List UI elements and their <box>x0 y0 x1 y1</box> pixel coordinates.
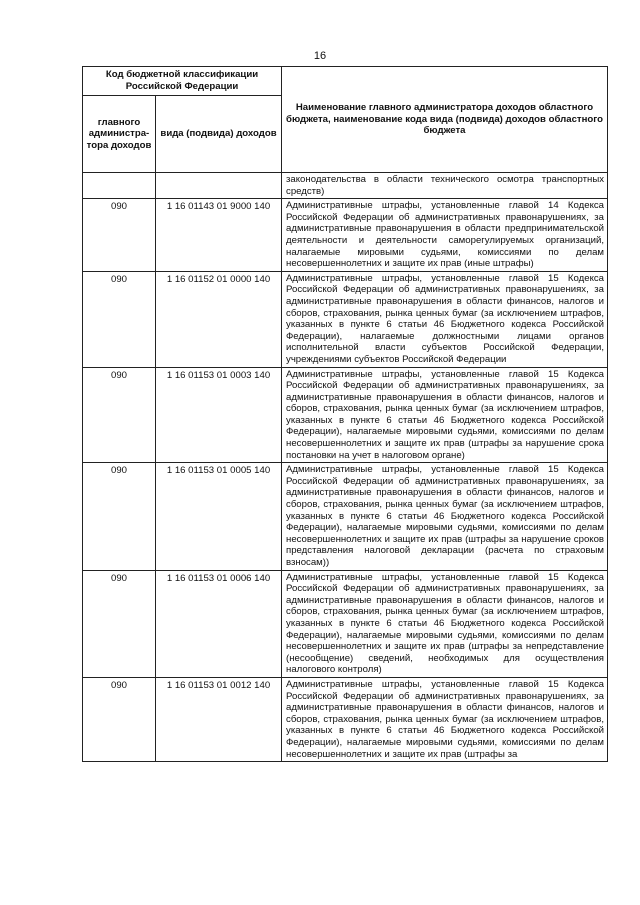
income-code-cell: 1 16 01153 01 0003 140 <box>156 367 282 463</box>
income-name-cell: Административные штрафы, установленные главой 15 Кодекса Российской Федерации об административных правонарушениях, за административные правонарушения в области финансов, налогов и сборов, страхования, рынка ценных бумаг (за исключением штрафов, указанных в пункте 6 статьи 46 Бюджетного кодекса Российской Федерации), налагаемые мировыми судьями, комиссиями по делам несовершеннолетних и защите их прав (штрафы за нарушение срока постановки на учет в налоговом органе) <box>282 367 608 463</box>
table-row <box>83 570 608 677</box>
empty-cell <box>83 173 156 199</box>
income-name-cell: Административные штрафы, установленные главой 15 Кодекса Российской Федерации об административных правонарушениях, за административные правонарушения в области финансов, налогов и сборов, страхования, рынка ценных бумаг (за исключением штрафов, указанных в пункте 6 статьи 46 Бюджетного кодекса Российской Федерации), налагаемые мировыми судьями, комиссиями по делам несовершеннолетних и защите их прав (штрафы за нарушение сроков представления налоговой декларации (расчета по страховым взносам)) <box>282 463 608 570</box>
header-admin-column: главного администра-тора доходов <box>83 96 156 173</box>
continuation-text: законодательства в области технического осмотра транспортных средств) <box>282 173 608 199</box>
header-group-title: Код бюджетной классификации Российской Федерации <box>83 67 282 96</box>
table-header <box>83 67 608 173</box>
income-code-cell: 1 16 01152 01 0000 140 <box>156 271 282 367</box>
income-code-cell: 1 16 01153 01 0005 140 <box>156 463 282 570</box>
header-type-column: вида (подвида) доходов <box>156 96 282 173</box>
income-code-cell: 1 16 01143 01 9000 140 <box>156 199 282 272</box>
admin-code-cell: 090 <box>83 570 156 677</box>
table-row <box>83 271 608 367</box>
table-row <box>83 463 608 570</box>
admin-code-cell: 090 <box>83 463 156 570</box>
income-code-cell: 1 16 01153 01 0006 140 <box>156 570 282 677</box>
income-name-cell: Административные штрафы, установленные главой 15 Кодекса Российской Федерации об административных правонарушениях, за административные правонарушения в области финансов, налогов и сборов, страхования, рынка ценных бумаг (за исключением штрафов, указанных в пункте 6 статьи 46 Бюджетного кодекса Российской Федерации), налагаемые мировыми судьями, комиссиями по делам несовершеннолетних и защите их прав (штрафы за непредставление (несообщение) сведений, необходимых для осуществления налогового контроля) <box>282 570 608 677</box>
page-number: 16 <box>313 50 327 62</box>
admin-code-cell: 090 <box>83 199 156 272</box>
table-row <box>83 677 608 761</box>
continuation-row <box>83 173 608 199</box>
admin-code-cell: 090 <box>83 677 156 761</box>
admin-code-cell: 090 <box>83 367 156 463</box>
income-name-cell: Административные штрафы, установленные главой 15 Кодекса Российской Федерации об административных правонарушениях, за административные правонарушения в области финансов, налогов и сборов, страхования, рынка ценных бумаг (за исключением штрафов, указанных в пункте 6 статьи 46 Бюджетного кодекса Российской Федерации), налагаемые должностными лицами органов исполнительной власти субъектов Российской Федерации, учреждениями субъектов Российской Федерации <box>282 271 608 367</box>
admin-code-cell: 090 <box>83 271 156 367</box>
budget-classification-table <box>82 66 608 762</box>
income-name-cell: Административные штрафы, установленные главой 15 Кодекса Российской Федерации об административных правонарушениях, за административные правонарушения в области финансов, налогов и сборов, страхования, рынка ценных бумаг (за исключением штрафов, указанных в пункте 6 статьи 46 Бюджетного кодекса Российской Федерации), налагаемые мировыми судьями, комиссиями по делам несовершеннолетних и защите их прав (штрафы за <box>282 677 608 761</box>
empty-cell <box>156 173 282 199</box>
header-name-column: Наименование главного администратора доходов областного бюджета, наименование кода вида (подвида) доходов областного бюджета <box>282 67 608 173</box>
income-code-cell: 1 16 01153 01 0012 140 <box>156 677 282 761</box>
table-row <box>83 367 608 463</box>
income-name-cell: Административные штрафы, установленные главой 14 Кодекса Российской Федерации об административных правонарушениях, за административные правонарушения в области предпринимательской деятельности и деятельности саморегулируемых организаций, налагаемые мировыми судьями, комиссиями по делам несовершеннолетних и защите их прав (иные штрафы) <box>282 199 608 272</box>
table-row <box>83 199 608 272</box>
table-body <box>83 173 608 762</box>
